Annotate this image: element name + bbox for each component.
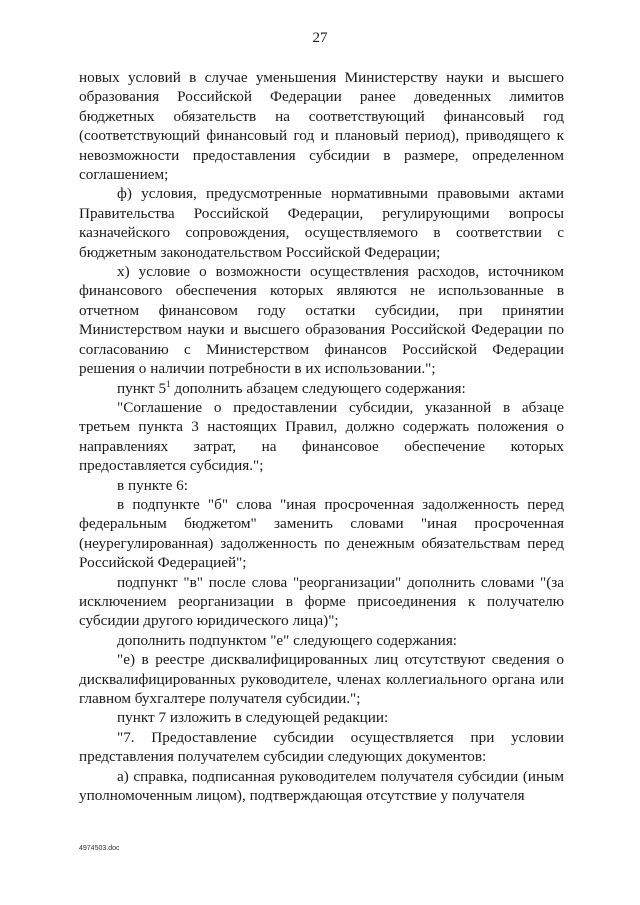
paragraph-point-5-1-end: дополнить абзацем следующего содержания: [170,379,466,397]
paragraph-point-5-1-start: пункт 5 [117,379,167,397]
document-body [79,68,564,805]
paragraph-continuation: новых условий в случае уменьшения Министерству науки и высшего образования Российской Федерации ранее доведенных лимитов бюджетных обязательств на соответствующий финансовый год (соответствующий финансовый год и плановый период), приводящего к невозможности предоставления субсидии в размере, определенном соглашением; [79,69,564,184]
paragraph-subpoint-e: "е) в реестре дисквалифицированных лиц отсутствуют сведения о дисквалифицированных руководителе, членах коллегиального органа или главном бухгалтере получателя субсидии."; [79,651,564,707]
paragraph-subpoint-b: в подпункте "б" слова "иная просроченная задолженность перед федеральным бюджетом" заменить словами "иная просроченная (неурегулированная) задолженность по денежным обязательствам перед Российской Федерацией"; [79,495,564,572]
document-code: 4974503.doc [79,845,120,852]
paragraph-agreement: "Соглашение о предоставлении субсидии, указанной в абзаце третьем пункта 3 настоящих Правил, должно содержать положения о направлениях затрат, на финансовое обеспечение которых предоставляется субсидия."; [79,398,564,475]
paragraph-add-subpoint-e: дополнить подпунктом "е" следующего содержания: [117,631,458,649]
paragraph-item-f: ф) условия, предусмотренные нормативными правовыми актами Правительства Российской Федерации, регулирующими вопросы казначейского сопровождения, осуществляемого в соответствии с бюджетным законодательством Российской Федерации; [79,185,564,261]
paragraph-point-7: пункт 7 изложить в следующей редакции: [117,709,389,727]
paragraph-item-kh: х) условие о возможности осуществления расходов, источником финансового обеспечения которых являются не использованные в отчетном финансовом году остатки субсидии, при принятии Министерством науки и высшего образования Российской Федерации по согласованию с Министерством финансов Российской Федерации решения о наличии потребности в их использовании."; [79,263,564,378]
paragraph-point-5-1 [79,379,564,398]
superscript-1: 1 [166,378,171,389]
paragraph-subpoint-v: подпункт "в" после слова "реорганизации" дополнить словами "(за исключением реорганизации в форме присоединения к получателю субсидии другого юридического лица)"; [79,573,564,630]
paragraph-item-a: а) справка, подписанная руководителем получателя субсидии (иным уполномоченным лицом), подтверждающая отсутствие у получателя [79,767,564,805]
paragraph-point-7-text: "7. Предоставление субсидии осуществляется при условии представления получателем субсидии следующих документов: [79,728,564,766]
paragraph-point-6: в пункте 6: [117,476,188,494]
page-number: 27 [312,30,328,46]
